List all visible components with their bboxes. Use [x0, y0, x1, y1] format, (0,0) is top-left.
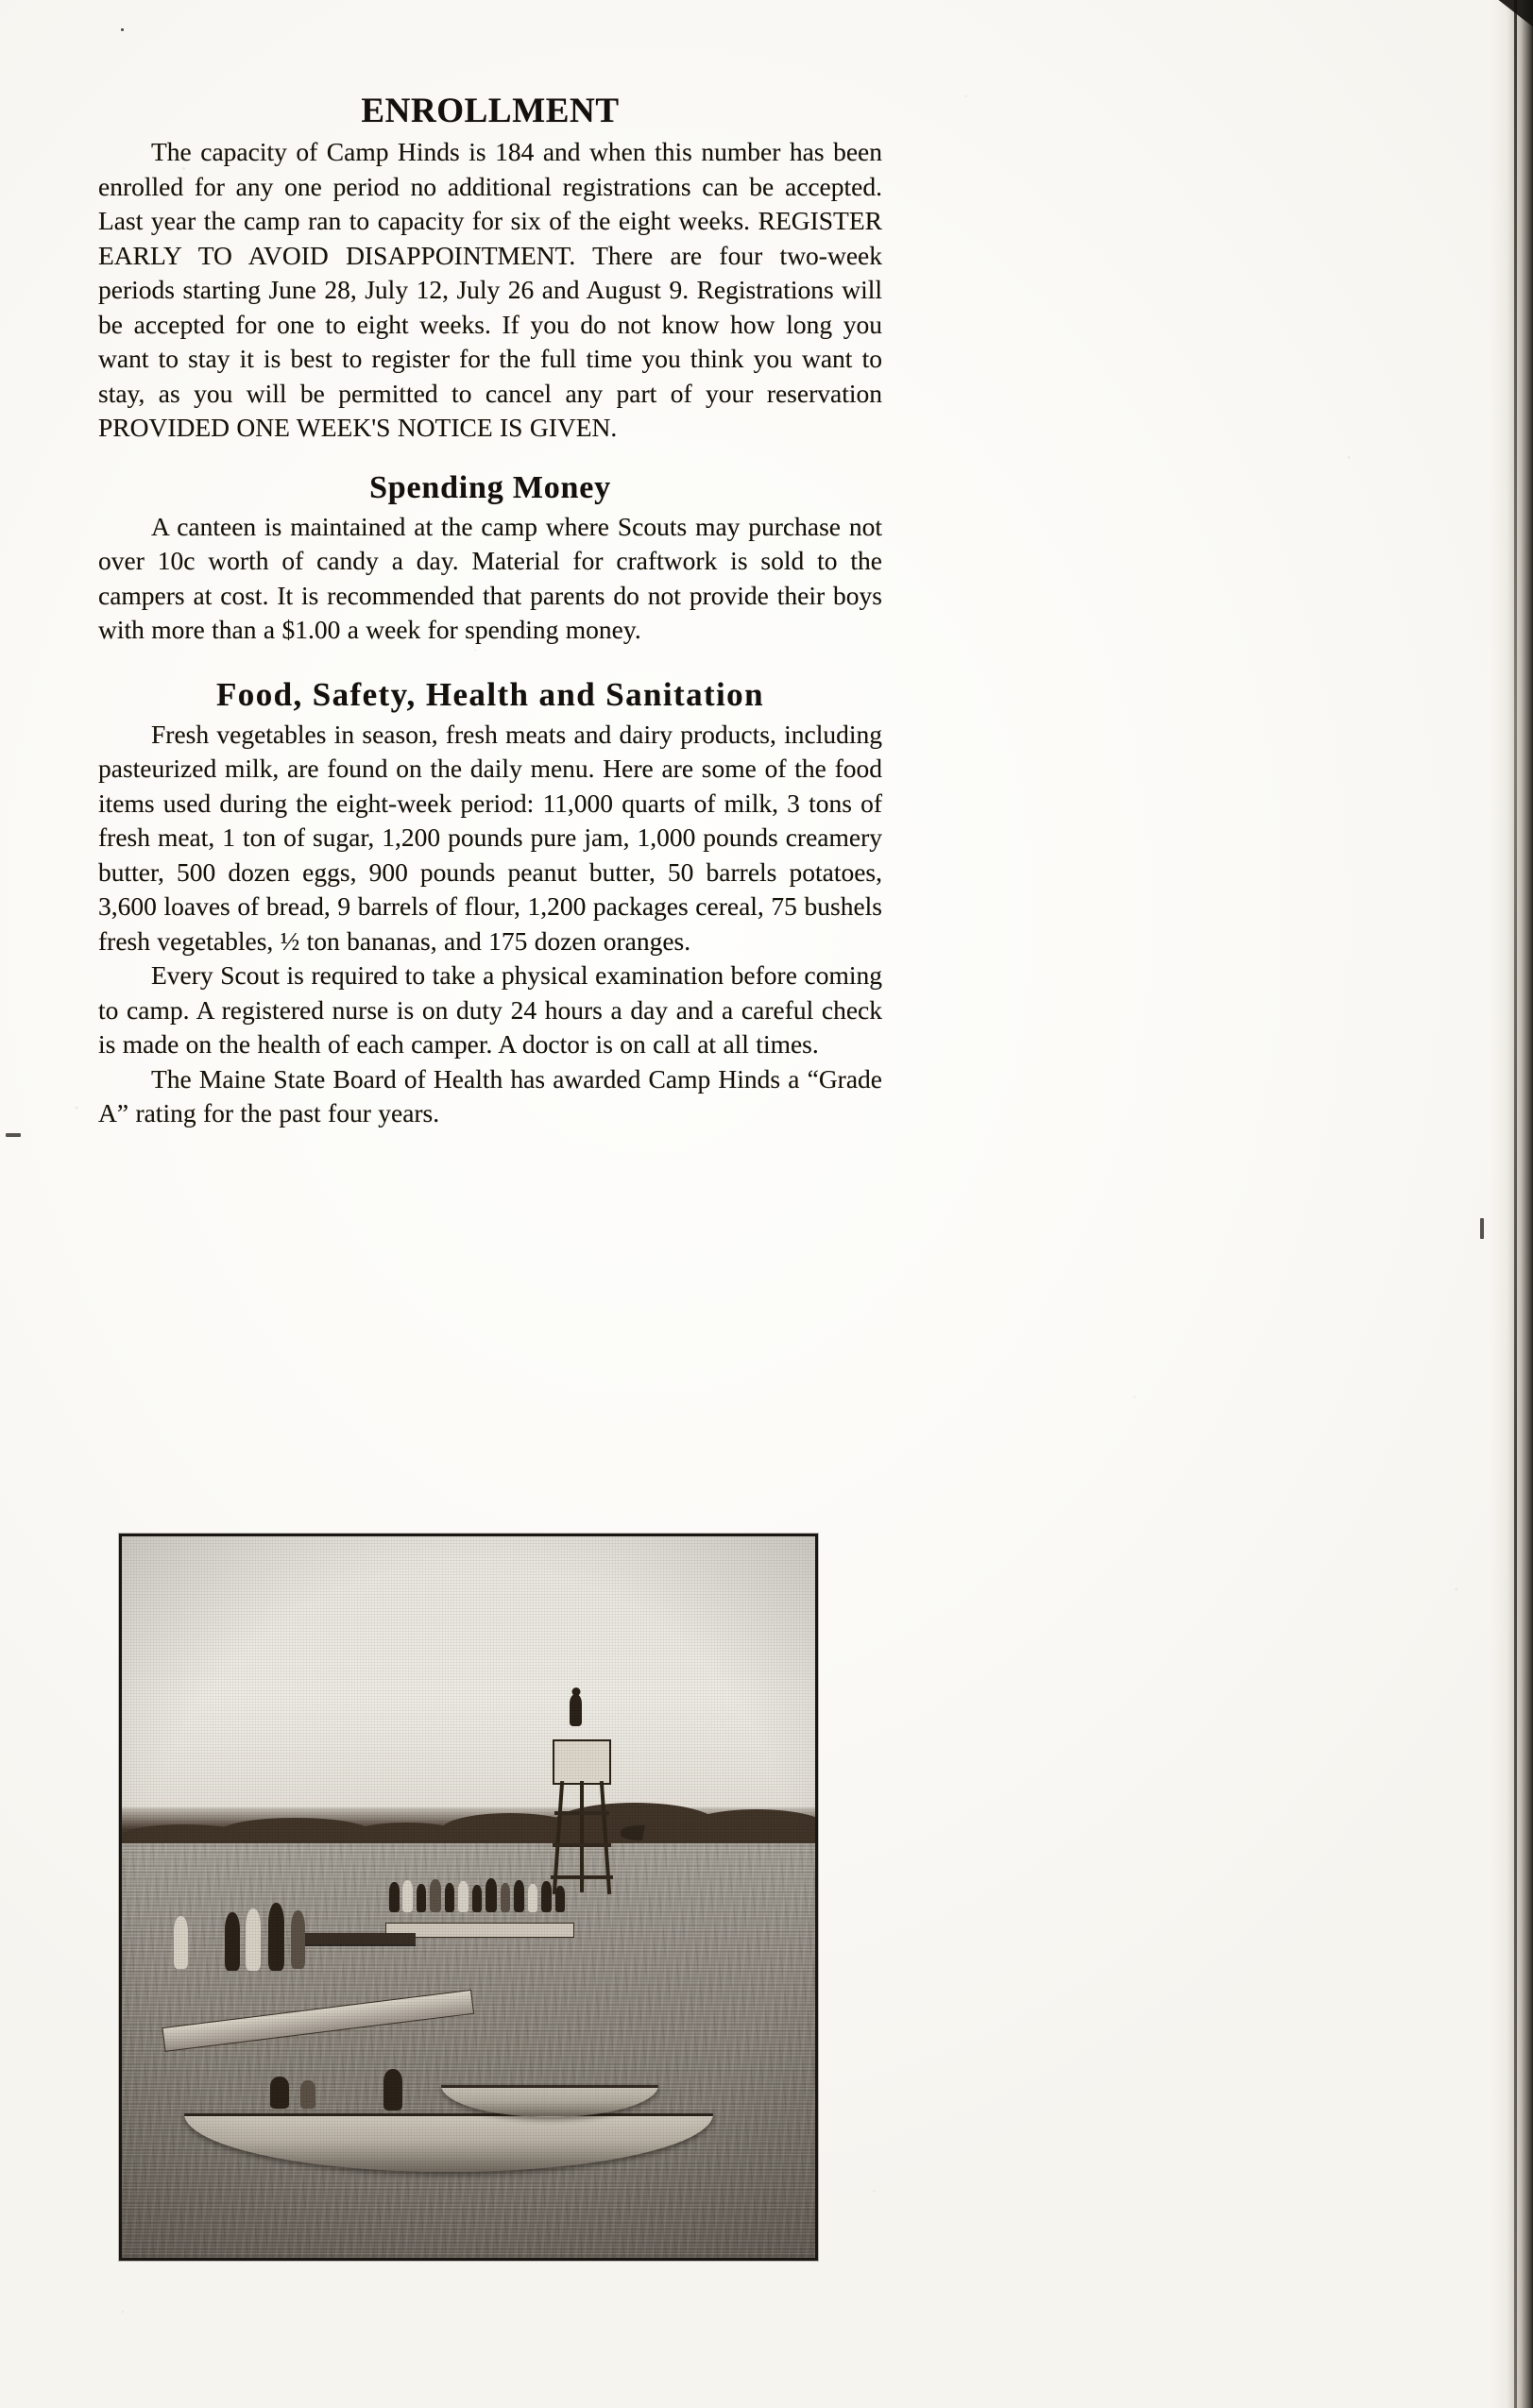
photo-vignette	[122, 1536, 815, 2258]
page-gutter-line	[1514, 0, 1517, 2408]
scan-edge-mark-top	[121, 28, 124, 31]
page-gutter-shadow	[1490, 0, 1533, 2408]
section-heading-enrollment: ENROLLMENT	[361, 92, 620, 130]
paragraph-physical-examination: Every Scout is required to take a physical examination before coming to camp. A registered nurse is on duty 24 hours a day and a careful check is made on the health of each camper. A doctor is on call at all times.	[98, 960, 882, 1059]
photo-canvas	[122, 1536, 815, 2258]
text-column	[98, 91, 882, 1131]
paragraph-food-items: Fresh vegetables in season, fresh meats and dairy products, including pasteurized milk, are found on the daily menu. Here are some of the food items used during the eight-week period: 11,000 quarts of milk, 3 tons of fresh meat, 1 ton of sugar, 1,200 pounds pure jam, 1,000 pounds creamery butter, 500 dozen eggs, 900 pounds peanut butter, 50 barrels potatoes, 3,600 loaves of bread, 9 barrels of flour, 1,200 packages cereal, 75 bushels fresh vegetables, ½ ton bananas, and 175 dozen oranges.	[98, 719, 882, 956]
paragraph-spending-money: A canteen is maintained at the camp where Scouts may purchase not over 10c worth of candy a day. Material for craftwork is sold to the campers at cost. It is recommended that parents do not provide their boys with more than a $1.00 a week for spending money.	[98, 511, 882, 644]
section-heading-spending-money: Spending Money	[369, 469, 611, 505]
paragraph-enrollment: The capacity of Camp Hinds is 184 and when this number has been enrolled for any one period no additional registrations can be accepted. Last year the camp ran to capacity for six of the eight weeks. REGISTER EARLY TO AVOID DISAPPOINTMENT. There are four two-week periods starting June 28, July 12, July 26 and August 9. Registrations will be accepted for one to eight weeks. If you do not know how long you want to stay it is best to register for the full time you think you want to stay, as you will be permitted to cancel any part of your reservation PROVIDED ONE WEEK'S NOTICE IS GIVEN.	[98, 137, 882, 442]
paragraph-grade-a-rating: The Maine State Board of Health has awarded Camp Hinds a “Grade A” rating for the past four years.	[98, 1063, 882, 1128]
waterfront-photograph	[119, 1534, 818, 2261]
scan-edge-mark-left	[6, 1133, 21, 1137]
page-corner-fold	[1495, 0, 1533, 28]
section-heading-food-safety-health-sanitation: Food, Safety, Health and Sanitation	[216, 675, 764, 713]
scan-edge-mark-right	[1480, 1218, 1484, 1239]
